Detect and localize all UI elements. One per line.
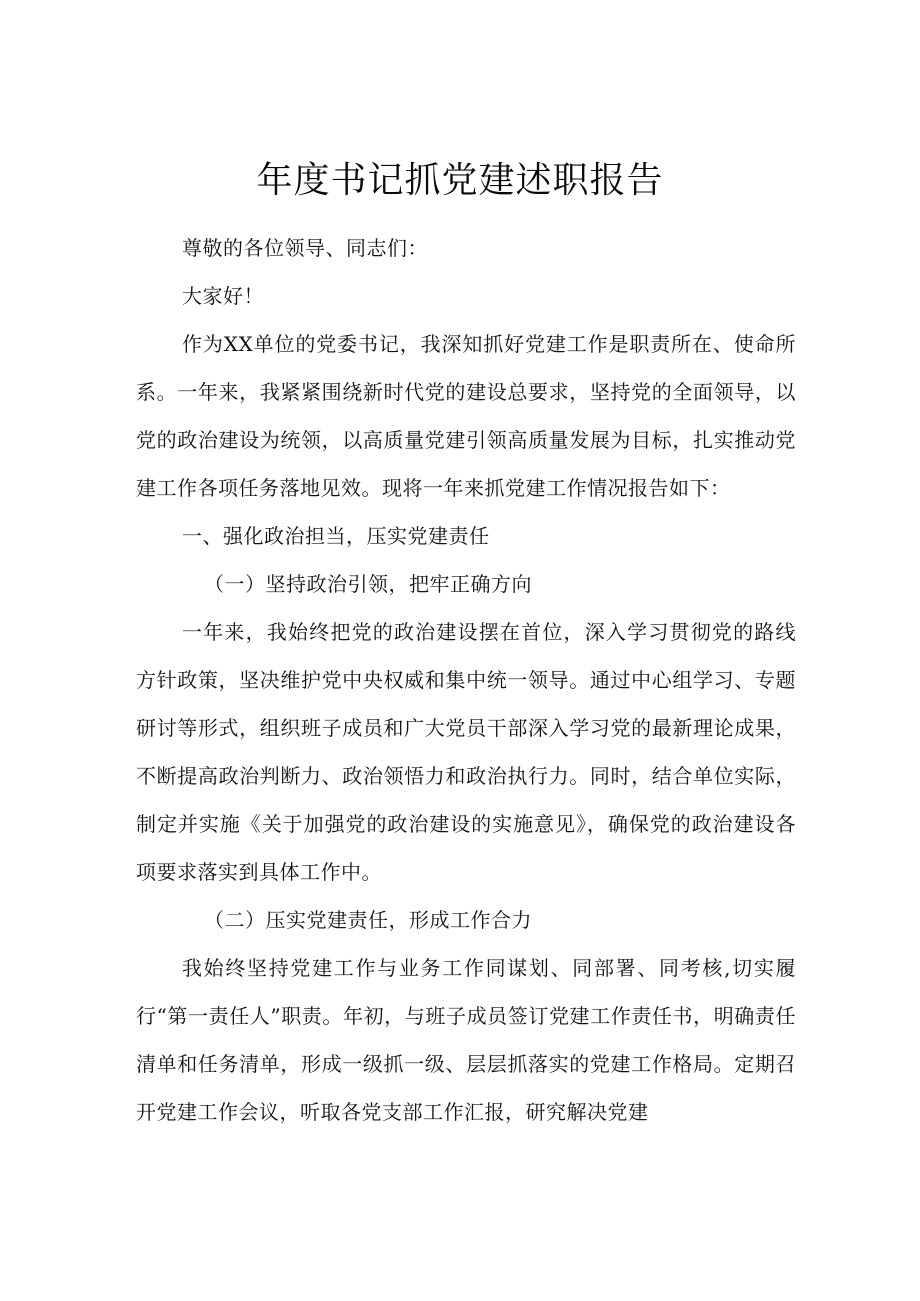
document-body — [136, 224, 796, 1136]
subsection-2-paragraph: 我始终坚持党建工作与业务工作同谋划、同部署、同考核,切实履行“第一责任人”职责。年初，与班子成员签订党建工作责任书，明确责任清单和任务清单，形成一级抓一级、层层抓落实的党建工作格局。定期召开党建工作会议，听取各党支部工作汇报，研究解决党建 — [136, 956, 796, 1124]
subsection-2-heading: （二）压实党建责任，形成工作合力 — [204, 908, 532, 932]
greeting: 大家好！ — [182, 284, 264, 308]
section-1-heading: 一、强化政治担当，压实党建责任 — [182, 524, 490, 548]
subsection-1-paragraph: 一年来，我始终把党的政治建设摆在首位，深入学习贯彻党的路线方针政策，坚决维护党中央权威和集中统一领导。通过中心组学习、专题研讨等形式，组织班子成员和广大党员干部深入学习党的最新理论成果，不断提高政治判断力、政治领悟力和政治执行力。同时，结合单位实际，制定并实施《关于加强党的政治建设的实施意见》，确保党的政治建设各项要求落实到具体工作中。 — [136, 620, 796, 884]
salutation: 尊敬的各位领导、同志们： — [182, 236, 428, 260]
subsection-1-heading: （一）坚持政治引领，把牢正确方向 — [204, 572, 532, 596]
document-title: 年度书记抓党建述职报告 — [256, 160, 664, 201]
intro-paragraph: 作为XX单位的党委书记，我深知抓好党建工作是职责所在、使命所系。一年来，我紧紧围绕新时代党的建设总要求，坚持党的全面领导，以党的政治建设为统领，以高质量党建引领高质量发展为目标，扎实推动党建工作各项任务落地见效。现将一年来抓党建工作情况报告如下： — [136, 332, 796, 500]
